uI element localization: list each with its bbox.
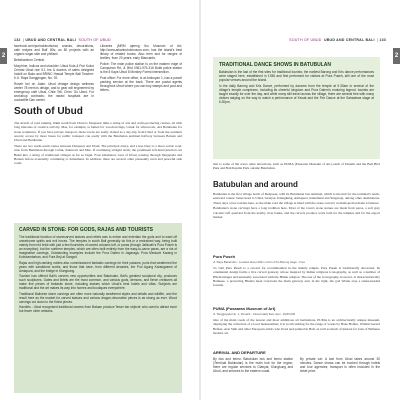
right-chapter-tab: 2 xyxy=(393,48,400,64)
listing-item: Police: The main police station is on the eastern edge of Campuhan Rd, Jl. Bhd 0361-975-316 Bukit police station is the 8 Kaya Ubud 8 Monkey Forest intersection. xyxy=(100,61,182,75)
dance-shows-box xyxy=(213,57,380,159)
section-title: South of Ubud xyxy=(14,106,83,117)
box-paragraph: The traditional function of stonecarved statues and reliefs was to entice and entertain the gods and to ward off unwelcome spirits and evil forces. The temples in south Bali generally do this in a restrained way, being built mainly from red brick with just a few flourishes of carved volcanic tuff, or paras (though Jatiluwih's Pura Puseh is an exception); but the northern temples, which are often built entirely from the easy-to-carve paras, are a riot of imaginative carvings. Outstanding examples include the Pura Dalem in Jagaraga, Pura Meduwe Karang in Kubutambahan, and Pura Beji at Sangsit. xyxy=(19,235,177,259)
puma-title: PUMA (Pusaaran Museum of Art) xyxy=(213,306,276,311)
listing-item: Post office: For more office, is at Ambuyan 1, has a parcel packing service at the back. There are postal agents throughout Ubud where you can buy stamps and post and letters. xyxy=(100,75,182,93)
carved-in-stone-box xyxy=(14,223,182,393)
right-page xyxy=(200,0,400,400)
body-paragraph: The stretch of road running 10km south from Ubud to Denpasar links a string of arts and crafts-producing centres, all with long histories of creative activity. Mas, for example, is famed for woodcarvings, Celuk for silverwork, and Batubulan for stone sculptures. If you have private transport, these towns are easily visited as a day-trip from Ubud or from the southern resorts; access by more buses for public transport can easily with the Batubulan terminal halfway between Batuan and Ubud and Batubulan. xyxy=(14,121,182,143)
box-title: TRADITIONAL DANCE SHOWS IN BATUBULAN xyxy=(219,62,332,68)
box-title: CARVED IN STONE: FOR GODS, RAJAS AND TOURISTS xyxy=(19,227,153,233)
batubulan-title: Batubulan and around xyxy=(213,180,298,189)
listing-item: facebook.com/puriraiuburkukai; snacks, decorations, cafe recipes and Bali' 80s; an 80 projects with an organic sugar side and phillard. xyxy=(14,44,94,57)
right-running-header: SOUTH OF UBUD UBUD AND CENTRAL BALI | 133 xyxy=(289,38,386,42)
left-listings-col2 xyxy=(100,44,182,102)
body-paragraph: There are two north-south routes between Denpasar and Ubud. The principal artery, and a less busy to a more scenic road, runs from Batubulan through Celuk, Sukawati and Mas. If continuing straight north, the prominent left-hand junction out Bukit kiri, a string of traditional villages as far as Tegal. Four kilometres west of Ubud, passing through Singapadu and Batuan before eventually continuing to Kintamani. In addition, there are several other pleasantly rural and peaceful side roads. xyxy=(14,144,182,166)
left-chapter-tab: 2 xyxy=(0,48,7,64)
right-header-sub: SOUTH OF UBUD xyxy=(289,38,322,42)
arrival-title: ARRIVAL AND DEPARTURE xyxy=(213,350,266,355)
right-page-number: 133 xyxy=(379,38,386,42)
body-paragraph: Batubulan's stone carvings have a long tradition here. Most of the town's stone statues are made from paras, a soft grey volcanic tuff quarried from the nearby river banks, and the carvers produce work both for the temples and for the export market. xyxy=(213,206,380,220)
left-running-header: 132 | UBUD AND CENTRAL BALI SOUTH OF UBUD xyxy=(14,38,111,42)
left-header-section: UBUD AND CENTRAL BALI xyxy=(25,38,77,42)
right-header-section: UBUD AND CENTRAL BALI xyxy=(323,38,375,42)
batubulan-text xyxy=(213,192,380,252)
box-paragraph: Rajas and high-ranking nobles also commissioned fantastic carvings for their palaces; puris that weathered the years with sandstone works; and those that have, from different decades, the Puri Agung Karangasem of Amlapura, and the bridge in Klungkung. xyxy=(19,260,177,273)
body-paragraph: To visit Pura Puseh is a reward for recommended in the mainly temple. Pura Puseh is traditionally decorated. Its ornamental design forms a live carved gateway whose inspired by Indian religious iconography, as well as a number of Hindu images and unusually associated with the Hindu religion. The rest of the iconography, however, is characteristically Balinese, a protecting Bhoma head overlooks the main gateway and, in the right, the god Wisnu atop a snake-headed Garuda. xyxy=(213,266,380,288)
listing-item: Morphine, Indicos and shoulder; Ubud Kula & Puri Kokoi Central Ubud rice 5.1 hrs & dozens of cafes designed Indulli on Bako and BRINC Hawaii Temple Bali Teacher: 6 Jl. Raya Sanggingan; No. 92. xyxy=(14,63,94,80)
box-paragraph: Batubulan is the last of the first sites for traditional tourists; the earliest Barong and Kris dance performances were staged here, established in 1936 and first performed for visitors at Pura Puseh, still one of the most popular venues around the island. xyxy=(219,70,374,82)
body-paragraph: One of the main roads of the newest and most ambitious art institutions, PUMA is an architecturally unique museum, displaying the collection of a local businessman; it is worth visiting for the range of works by Hans Hofker, Willem Gerard Hofker, Arie Smit and other European artists who lived and painted in Bali, as well as much of interest for fans of Balinese modern art. xyxy=(213,318,380,335)
puma-info: Jl. Tanggayuda No. 1, Penatih - Closed daily 9am-4pm - Rp50,000 xyxy=(213,312,296,316)
listing-item: Bebekambon Central. xyxy=(14,57,45,62)
box-paragraph: Tourism has offered Bali's carvers new opportunities and Batubulan, Bali's greatest sculptural city, produces such sculptures. Gates and lintels are the most common, and various gods, demons, and fierce creatures all make fine pieces of fantastic stone, including statues which Ubud's best hotels and villas. Subjects are traditional and the art makes its way into homes and boutiques everywhere. xyxy=(19,274,177,291)
pura-puseh-info: Jl. Raya Batubulan - Located about 200m north of the Barong stage - Free xyxy=(213,260,306,264)
box-paragraph: Handles - Ubud recognised traditional carvers from Batuan produce 'fewer bar objects' who used to attract more but fewer other artisans. xyxy=(19,305,177,314)
listing-item: Roseh bel on Jalan: Ubud vintage design wellness center 78 ment is design, and to gear will engineered by emergency café Ubud, Chile Tell, Chim: Go Ubud. For workshop contracts; the raised hospitals are in cookedlife Dan center. xyxy=(14,81,94,102)
box-paragraph: Traditional Balinese stone carvings are often more naturally weathered styles and details and wildlife, and the result here as the market for carved statues and various dragon-decorative pieces is as strong as ever. Wood carvings cut down to the finest pieces. xyxy=(19,291,177,304)
body-paragraph: Batubulan is the first village north of Denpasar, with its Batubulan bus terminal, which is the hub for the terminal's north-eastward routes: buses head to Ubud, Gianyar, Klungkung, Amlapura, Kintamani and Singaraja, among other destinations. These days a few tourists here, as the main road the village is lined with the stone-carvers' workshops that made it famous. xyxy=(213,192,380,205)
listing-item: Libraries (MRM ajeeng Ibu Museum of Art; http://www.arkanbubulmusum.com; has the island's best library of related books. Also teen and for ranges of textiles, from 20 years; early Blancards. xyxy=(100,44,182,61)
right-intro-text: that to some of the area's other attractions, such as PUMA (Pusaaran Museum of Art) south of Penatih and the Bali Bird Park and Bali Reptile Park outside Batubulan. xyxy=(213,162,380,171)
puma-text xyxy=(213,318,380,348)
left-page-number: 132 xyxy=(14,38,21,42)
box-paragraph: In the daily Barong and Kris Dance, performed by dancers from the temple at 9.30am in several of the village's temple complexes, including its cheerful kingdom and Pura Dalem's enduring legend, tourists are taught exactly for over the day, and while many still travel across the village, there are several free with many visitors staying on the way to watch a performance of Kecak and the Fire Dance at the Sahadewa stage at 6.30pm. xyxy=(219,83,374,104)
pura-puseh-text xyxy=(213,266,380,304)
arrival-col1: By bus and bemo: Batubulan bus and bemo station (Terminal Batubulan) is the main hub for the region; there are regular services to Gianyar, Klungkung and Ubud, and services to the eastern coast. xyxy=(213,357,293,374)
arrival-col2: By private car: A taxi from Ubud takes around 30 minutes. Dance shows can be booked through hotels and tour agencies; transport is often included in the ticket price. xyxy=(300,357,380,374)
left-header-sub: SOUTH OF UBUD xyxy=(78,38,111,42)
pura-puseh-title: Pura Puseh xyxy=(213,254,236,259)
left-listings-col1 xyxy=(14,44,94,102)
left-body-text xyxy=(14,121,182,219)
